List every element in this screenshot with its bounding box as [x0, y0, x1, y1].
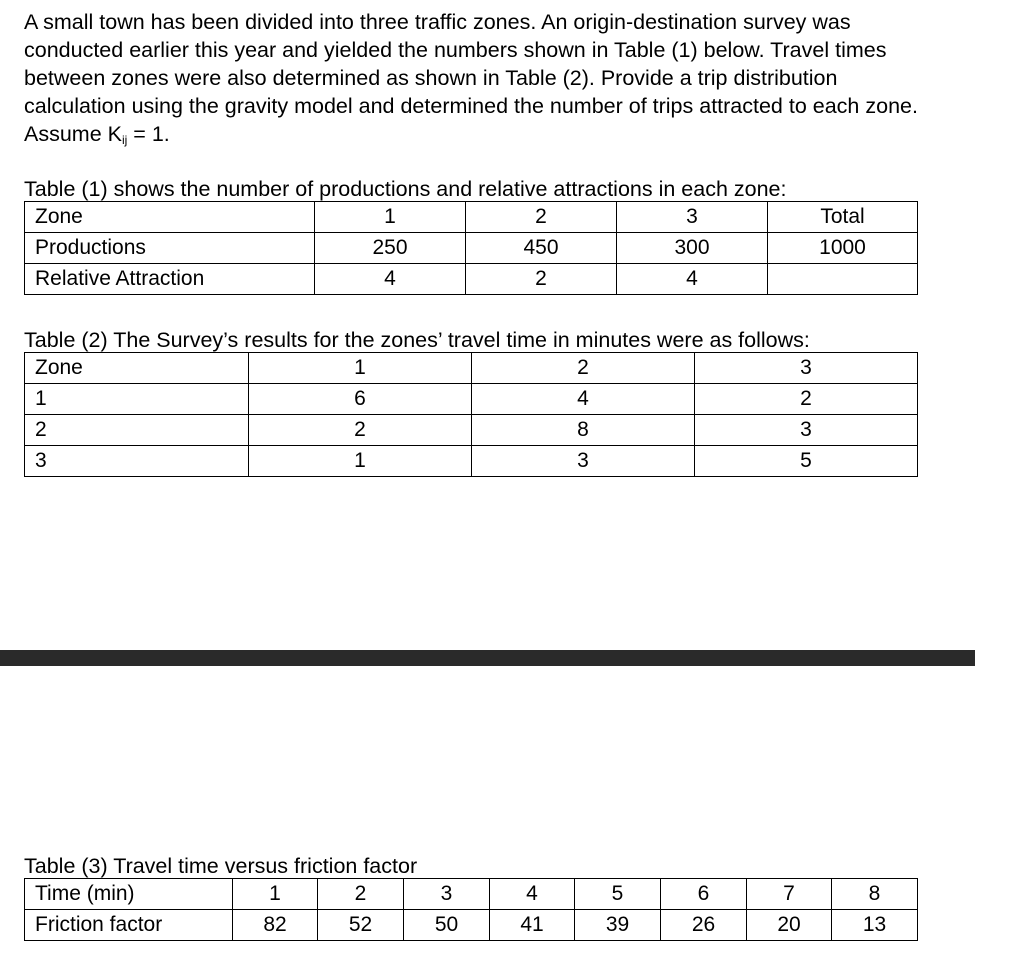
table-row [25, 264, 918, 295]
table-cell: 39 [575, 910, 661, 941]
travel-time-table [24, 352, 918, 477]
table-cell: 13 [832, 910, 918, 941]
table-row [25, 910, 918, 941]
table-header-row [25, 353, 918, 384]
table-cell: 4 [472, 384, 695, 415]
table-cell: 7 [747, 879, 832, 910]
table-cell: 1 [25, 384, 249, 415]
table-header-cell: Zone [25, 202, 315, 233]
table-header-cell: 1 [315, 202, 466, 233]
table-header-cell: Total [768, 202, 918, 233]
table-header-cell: 2 [466, 202, 617, 233]
table-header-cell: 2 [472, 353, 695, 384]
table-cell: Time (min) [25, 879, 233, 910]
table-cell: 1 [233, 879, 318, 910]
table-cell: 4 [315, 264, 466, 295]
table1-caption: Table (1) shows the number of productions and relative attractions in each zone: [24, 177, 787, 201]
table-cell: 26 [661, 910, 747, 941]
table-cell: 6 [249, 384, 472, 415]
table-cell: 250 [315, 233, 466, 264]
table-cell: Relative Attraction [25, 264, 315, 295]
table-cell: 1000 [768, 233, 918, 264]
table-cell: 3 [472, 446, 695, 477]
table-cell: 450 [466, 233, 617, 264]
table2-caption: Table (2) The Survey’s results for the zones’ travel time in minutes were as follows: [24, 328, 810, 352]
table-cell: 50 [404, 910, 490, 941]
table-cell: 2 [318, 879, 404, 910]
table-header-cell: 3 [695, 353, 918, 384]
table-header-cell: 3 [617, 202, 768, 233]
problem-text: A small town has been divided into three traffic zones. An origin-destination survey was conducted earlier this year and yielded the numbers shown in Table (1) below. Travel times between zones were also determined as shown in Table (2). Provide a trip distribution calculation using the gravity model and determined the number of trips attracted to each zone. Assume K [24, 10, 918, 146]
table-cell: 5 [575, 879, 661, 910]
table-cell [768, 264, 918, 295]
table-row [25, 879, 918, 910]
problem-text-tail: = 1. [127, 122, 170, 146]
table-row [25, 233, 918, 264]
friction-factor-table [24, 878, 918, 941]
table-cell: 3 [25, 446, 249, 477]
table-header-cell: 1 [249, 353, 472, 384]
table-cell: 20 [747, 910, 832, 941]
problem-statement [24, 8, 924, 154]
table-cell: 5 [695, 446, 918, 477]
table-row [25, 415, 918, 446]
table-header-cell: Zone [25, 353, 249, 384]
table-cell: 52 [318, 910, 404, 941]
section-divider [0, 650, 975, 666]
table3-caption: Table (3) Travel time versus friction factor [24, 854, 418, 878]
table-cell: 3 [404, 879, 490, 910]
table-cell: 2 [466, 264, 617, 295]
productions-attractions-table [24, 201, 918, 295]
table-cell: 4 [490, 879, 575, 910]
table-cell: Friction factor [25, 910, 233, 941]
problem-paragraph [24, 8, 924, 154]
table-row [25, 384, 918, 415]
table-cell: 2 [695, 384, 918, 415]
table-cell: 2 [25, 415, 249, 446]
table-header-row [25, 202, 918, 233]
table-cell: 4 [617, 264, 768, 295]
table-cell: 82 [233, 910, 318, 941]
table-cell: 6 [661, 879, 747, 910]
table-cell: Productions [25, 233, 315, 264]
k-subscript: ij [121, 133, 128, 147]
table-cell: 3 [695, 415, 918, 446]
table-cell: 8 [832, 879, 918, 910]
table-cell: 1 [249, 446, 472, 477]
table-cell: 2 [249, 415, 472, 446]
table-row [25, 446, 918, 477]
table-cell: 41 [490, 910, 575, 941]
table-cell: 300 [617, 233, 768, 264]
table-cell: 8 [472, 415, 695, 446]
